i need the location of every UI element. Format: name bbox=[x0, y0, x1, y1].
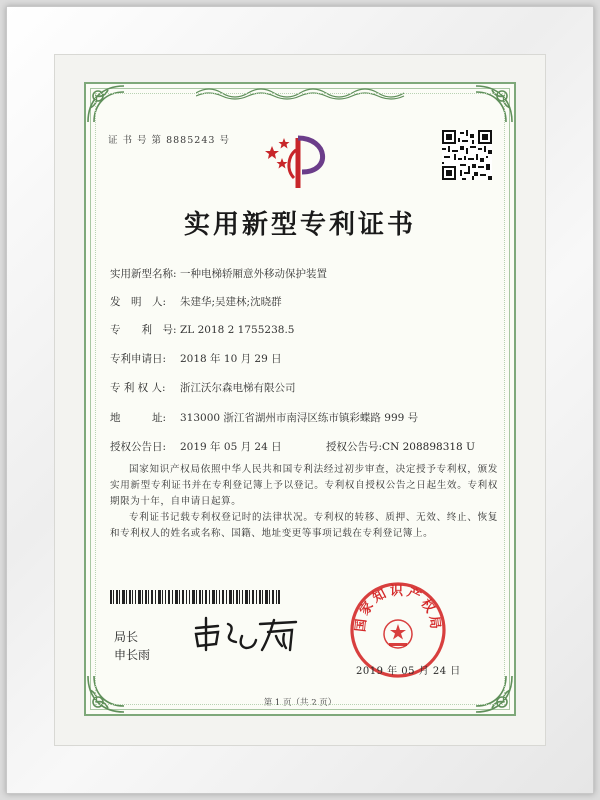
patent-certificate bbox=[84, 82, 516, 716]
top-ornament-icon bbox=[196, 85, 408, 99]
seal-date: 2019 年 05 月 24 日 bbox=[356, 666, 461, 677]
field-value: ZL 2018 2 1755238.5 bbox=[180, 324, 295, 336]
field-announcement-number bbox=[326, 439, 475, 454]
legal-status-paragraph: 专利证书记载专利权登记时的法律状况。专利权的转移、质押、无效、终止、恢复和专利权人的姓名或名称、国籍、地址变更等事项记载在专利登记簿上。 bbox=[110, 512, 498, 539]
page-number: 第 1 页（共 2 页） bbox=[263, 698, 337, 708]
cnipa-logo-icon bbox=[258, 132, 344, 194]
field-patentee bbox=[110, 380, 296, 395]
barcode-icon bbox=[110, 590, 280, 604]
field-application-date bbox=[110, 351, 282, 366]
svg-text:国家知识产权局: 国家知识产权局 bbox=[353, 583, 443, 633]
field-address bbox=[110, 410, 418, 425]
field-label: 地 址: bbox=[110, 412, 167, 424]
field-value: 浙江沃尔森电梯有限公司 bbox=[180, 382, 296, 394]
field-label: 发 明 人: bbox=[110, 296, 167, 308]
field-value: 一种电梯轿厢意外移动保护装置 bbox=[180, 268, 327, 280]
field-utility-model-name bbox=[110, 266, 327, 281]
director-title: 局长 bbox=[114, 630, 139, 644]
corner-ornament-icon bbox=[470, 82, 516, 128]
field-label: 授权公告号: bbox=[326, 441, 383, 453]
signature-icon bbox=[188, 610, 308, 660]
field-grant-date bbox=[110, 439, 282, 454]
corner-ornament-icon bbox=[84, 82, 130, 128]
field-value: 313000 浙江省湖州市南浔区练市镇彩蝶路 999 号 bbox=[180, 412, 419, 424]
corner-ornament-icon bbox=[84, 670, 130, 716]
certificate-number-value: 8885243 bbox=[166, 135, 216, 146]
field-label: 专 利 权 人: bbox=[110, 382, 166, 394]
field-value: 2018 年 10 月 29 日 bbox=[180, 353, 282, 365]
field-value: 朱建华;吴建林;沈晓群 bbox=[180, 296, 282, 308]
certificate-number-suffix: 号 bbox=[219, 135, 230, 146]
certificate-number bbox=[108, 132, 230, 146]
qr-code-icon bbox=[442, 130, 492, 180]
grant-paragraph: 国家知识产权局依照中华人民共和国专利法经过初步审查，决定授予专利权，颁发实用新型专利证书并在专利登记簿上予以登记。专利权自授权公告之日起生效。专利权期限为十年，自申请日起算。 bbox=[110, 464, 498, 507]
official-seal-icon bbox=[348, 580, 448, 680]
field-label: 授权公告日: bbox=[110, 441, 167, 453]
corner-ornament-icon bbox=[470, 670, 516, 716]
certificate-number-label: 证 书 号 第 bbox=[108, 135, 163, 146]
field-inventors bbox=[110, 294, 282, 309]
field-label: 专利申请日: bbox=[110, 353, 167, 365]
field-patent-number bbox=[110, 322, 294, 337]
page-title: 实用新型专利证书 bbox=[183, 210, 416, 240]
field-label: 专 利 号: bbox=[110, 324, 177, 336]
field-value: 2019 年 05 月 24 日 bbox=[180, 441, 282, 453]
director-name: 申长雨 bbox=[114, 648, 151, 662]
field-value: CN 208898318 U bbox=[382, 441, 475, 453]
field-label: 实用新型名称: bbox=[110, 268, 177, 280]
